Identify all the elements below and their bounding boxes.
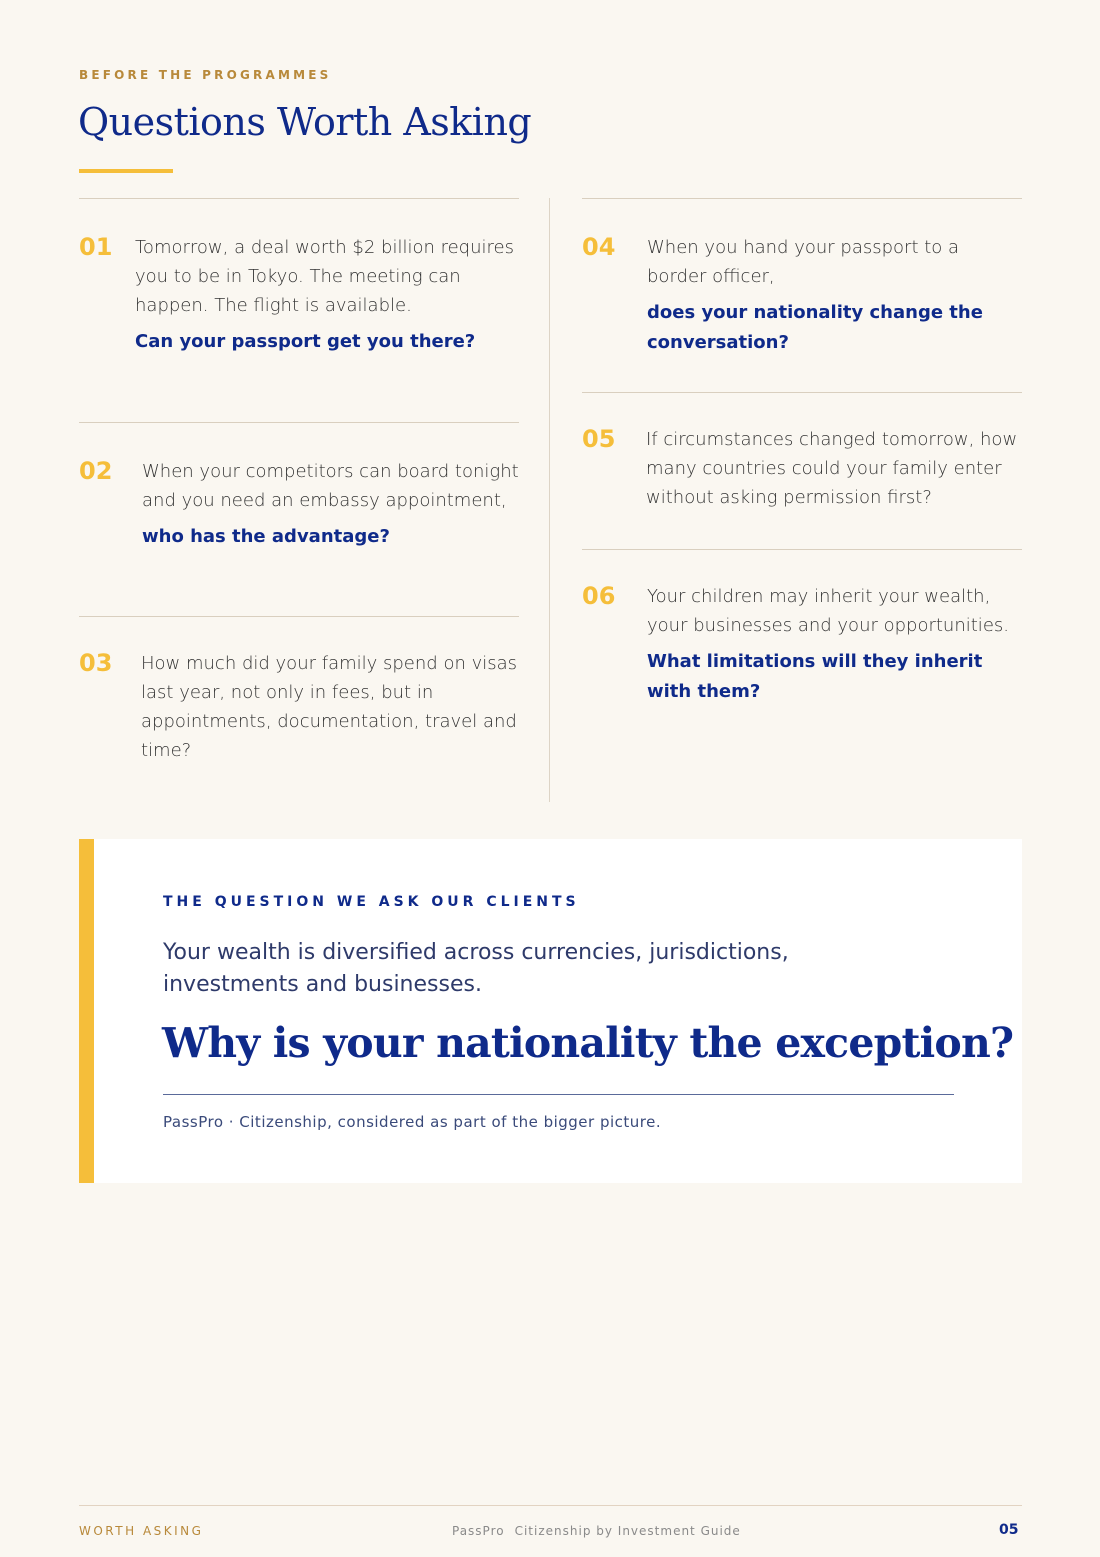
question-ask: does your nationality change the conversation? <box>647 302 983 353</box>
question-column-right <box>582 198 1022 749</box>
question-ask: Can your passport get you there? <box>135 331 476 352</box>
question-text: If circumstances changed tomorrow, how many countries could your family enter without asking permission first? <box>646 429 1018 508</box>
footer-guide: Citizenship by Investment Guide <box>514 1524 741 1538</box>
question-item-03 <box>79 616 519 802</box>
callout-label: THE QUESTION WE ASK OUR CLIENTS <box>163 894 580 910</box>
question-text: Tomorrow, a deal worth $2 billion requires you to be in Tokyo. The meeting can happen. The flight is available. <box>135 237 514 316</box>
question-number: 04 <box>582 233 616 261</box>
page-title: Questions Worth Asking <box>78 100 532 144</box>
question-ask: What limitations will they inherit with them? <box>647 651 983 702</box>
eyebrow: BEFORE THE PROGRAMMES <box>79 68 332 82</box>
question-item-02 <box>79 422 519 616</box>
callout-accent-bar <box>79 839 94 1183</box>
question-item-01 <box>79 198 519 422</box>
question-number: 01 <box>79 233 113 261</box>
question-number: 02 <box>79 457 113 485</box>
column-divider <box>549 198 550 802</box>
title-accent-rule <box>79 169 173 173</box>
footer-brand: PassPro <box>452 1524 505 1538</box>
question-column-left <box>79 198 519 802</box>
callout-headline: Why is your nationality the exception? <box>162 1019 1014 1067</box>
callout-lead: Your wealth is diversified across currencies, jurisdictions, investments and businesses. <box>163 940 789 997</box>
question-body <box>647 582 1022 707</box>
question-body <box>141 649 519 765</box>
question-text: How much did your family spend on visas last year, not only in fees, but in appointments, documentation, travel and time? <box>141 653 518 761</box>
question-text: Your children may inherit your wealth, your businesses and your opportunities. <box>647 586 1009 636</box>
question-text: When you hand your passport to a border officer, <box>647 237 960 287</box>
question-ask: who has the advantage? <box>142 526 390 547</box>
callout-rule <box>163 1094 954 1095</box>
footer-section: WORTH ASKING <box>79 1524 204 1538</box>
question-text: When your competitors can board tonight and you need an embassy appointment, <box>142 461 519 511</box>
question-body <box>646 425 1022 512</box>
footer-rule <box>79 1505 1022 1506</box>
question-number: 06 <box>582 582 616 610</box>
footer-center <box>452 1524 741 1538</box>
question-body <box>647 233 1022 358</box>
callout-tagline: PassPro · Citizenship, considered as part of the bigger picture. <box>163 1113 662 1131</box>
question-item-05 <box>582 392 1022 549</box>
question-number: 03 <box>79 649 113 677</box>
question-body <box>142 457 519 552</box>
page-number: 05 <box>999 1522 1019 1538</box>
question-item-04 <box>582 198 1022 392</box>
question-number: 05 <box>582 425 616 453</box>
question-body <box>135 233 519 357</box>
client-question-callout <box>79 839 1022 1183</box>
question-item-06 <box>582 549 1022 749</box>
